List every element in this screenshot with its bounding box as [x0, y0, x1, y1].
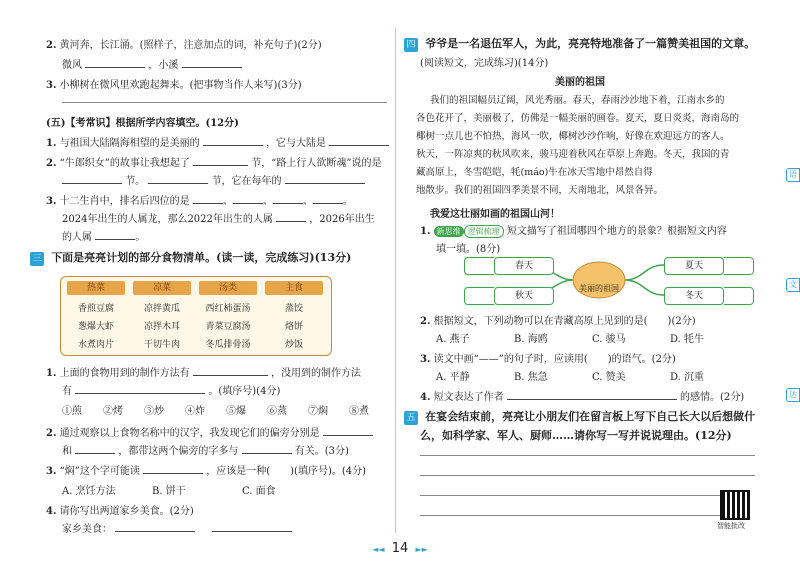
side-tab-1[interactable]: 文 [786, 278, 800, 292]
slogan: 我爱这壮丽如画的祖国山河！ [430, 209, 560, 220]
food-table-cell: 水煮肉片 [77, 340, 114, 350]
writing-line[interactable] [420, 475, 755, 476]
option-item[interactable]: D. 沉重 [670, 372, 705, 383]
section-4-header: 四 爷爷是一名退伍军人，为此，亮亮特地准备了一篇赞美祖国的文章。 [404, 35, 755, 52]
option-item[interactable]: A. 烹饪方法 [62, 486, 116, 497]
answer-blank[interactable] [182, 57, 242, 68]
summer-label: 夏天 [664, 257, 724, 275]
food-table-header: 凉菜 [133, 281, 191, 295]
food-table-cell: 葱爆大虾 [77, 322, 114, 332]
option-item[interactable]: ⑤爆 [226, 406, 246, 417]
option-item[interactable]: ⑥蒸 [267, 406, 287, 417]
option-item[interactable]: ①煎 [62, 406, 82, 417]
prev-page-icon[interactable]: ◄◄ [372, 545, 385, 554]
question-2-answer: 微风 ，小溪 [62, 56, 242, 71]
food-table-cell: 炒饭 [284, 340, 303, 350]
option-item[interactable]: ④炸 [185, 406, 205, 417]
section-4-sub: (阅读短文，完成练习)(14分) [420, 58, 549, 69]
winter-blank[interactable] [724, 287, 754, 305]
article-line: 椰树一点儿也不怕热，海风一吹，椰树沙沙作响，好像在欢迎远方的客人。 [416, 131, 730, 142]
option-item[interactable]: ②烤 [103, 406, 123, 417]
article-line: 我们的祖国幅员辽阔，风光秀丽。春天，春雨沙沙地下着，江南水乡的 [430, 95, 725, 106]
option-item[interactable]: D. 牦牛 [670, 334, 705, 345]
right-column [404, 0, 756, 535]
article-line: 各色花开了，美丽极了，仿佛是一幅美丽的画卷。夏天，夏日炎炎，海南岛的 [416, 113, 740, 124]
spring-label: 春天 [494, 257, 554, 275]
reading-q3: 3. 读文中画“——”的句子时，应读用( )的语气。(2分) [420, 354, 676, 365]
article-line: 地散步。我们的祖国四季美景不同，天南地北，风景各异。 [416, 185, 664, 196]
exam-q1: 1. 与祖国大陆隔海相望的是美丽的 ，它与大陆是 [46, 134, 389, 149]
qr-code-icon[interactable] [720, 490, 750, 520]
option-item[interactable]: C. 骏马 [592, 334, 626, 345]
autumn-label: 秋天 [494, 287, 554, 305]
food-table-header: 主食 [265, 281, 323, 295]
side-tab-2[interactable]: 达 [786, 388, 800, 402]
exam-q3: 3. 十二生肖中，排名后四位的是 、 、 、 。 [46, 192, 353, 207]
article-title: 美丽的祖国 [555, 77, 605, 88]
article-line: 藏高原上，冬雪皑皑，牦(máo)牛在冰天雪地中昂然自得 [416, 167, 653, 178]
reading-q1: 1. 新思维 逻辑梳理 短文描写了祖国哪四个地方的景象？根据短文内容 [420, 226, 727, 237]
question-3: 3. 小柳树在微风里欢跑起舞来。(把事物当作人来写)(3分) [46, 80, 302, 91]
tag-logic: 逻辑梳理 [464, 225, 504, 238]
section-5-header: 五 在宴会结束前，亮亮让小朋友们在留言板上写下自己长大以后想做什 [404, 408, 755, 425]
exam-section-title: (五)【考常识】根据所学内容填空。(12分) [46, 118, 239, 129]
section-5-line2: 么，如科学家、军人、厨师……请你写一写并说说理由。(12分) [420, 429, 732, 442]
next-page-icon[interactable]: ►► [415, 545, 428, 554]
food-table-cell: 西红柿蛋汤 [205, 304, 251, 314]
article-line: 秋天，一阵凉爽的秋风吹来，骏马迎着秋风在草原上奔跑。冬天，我国的青 [416, 149, 730, 160]
food-q2-line2: 和 ，都带这两个偏旁的字多与 有关。(3分) [62, 442, 349, 457]
page-number: 14 [391, 541, 409, 556]
answer-blank[interactable] [85, 57, 145, 68]
reading-q4: 4. 短文表达了作者 的感情。(2分) [420, 388, 744, 403]
option-item[interactable]: B. 饼干 [152, 486, 186, 497]
option-item[interactable]: B. 焦急 [514, 372, 548, 383]
exam-q2: 2. “牛郎织女”的故事让我想起了 节，“路上行人欲断魂”说的是 [46, 154, 381, 169]
tag-new-thinking: 新思维 [434, 226, 464, 237]
food-q1: 1. 上面的食物用到的制作方法有 ，没用到的制作方法 [46, 364, 361, 379]
writing-line[interactable] [420, 455, 755, 456]
diagram-center: 美丽的祖国 [579, 284, 619, 293]
food-q3: 3. “焖”这个字可能读 ，应该是一种( )(填序号)。(4分) [46, 462, 366, 477]
food-q4: 4. 请你写出两道家乡美食。(2分) [46, 506, 194, 517]
food-table-cell: 烙饼 [284, 322, 303, 332]
section-3-header: 三 下面是亮亮计划的部分食物清单。(读一读，完成练习)(13分) [30, 249, 351, 266]
exam-q3-line2: 2024年出生的人属龙，那么2022年出生的人属 ，2026年出生 [62, 210, 375, 225]
option-item[interactable]: ⑦焖 [308, 406, 328, 417]
question-number: 2. [46, 40, 57, 51]
food-q1-line2: 有 。(填序号)(4分) [62, 382, 280, 397]
question-2 [46, 36, 322, 51]
food-table-cell: 蒸饺 [284, 304, 303, 314]
left-column [30, 0, 390, 535]
exam-q2-line2: 节。 节，它在每年的 [62, 172, 365, 187]
spring-blank[interactable] [464, 257, 494, 275]
food-table-header: 汤类 [199, 281, 257, 295]
exam-q3-line3: 的人属 。 [62, 228, 145, 243]
option-item[interactable]: C. 面食 [242, 486, 276, 497]
food-table-cell: 青菜豆腐汤 [205, 322, 251, 332]
food-table-header: 热菜 [67, 281, 125, 295]
food-table-cell: 凉拌黄瓜 [143, 304, 180, 314]
option-item[interactable]: ⑧煮 [349, 406, 369, 417]
food-table-cell: 凉拌木耳 [143, 322, 180, 332]
writing-line[interactable] [420, 495, 720, 496]
summer-blank[interactable] [724, 257, 754, 275]
column-divider [395, 28, 396, 533]
reading-q2: 2. 根据短文，下列动物可以在青藏高原上见到的是( )(2分) [420, 316, 696, 327]
qr-label: 智能批改 [717, 522, 745, 530]
question-text: 黄河奔，长江涌。(照样子，注意加点的词，补充句子)(2分) [59, 40, 322, 51]
autumn-blank[interactable] [464, 287, 494, 305]
food-q2: 2. 通过观察以上食物名称中的汉字，我发现它们的偏旁分别是 [46, 424, 373, 439]
writing-line[interactable] [420, 515, 720, 516]
option-item[interactable]: ③炒 [144, 406, 164, 417]
food-table-cell: 干切牛肉 [143, 340, 180, 350]
food-q4-line2: 家乡美食： [62, 520, 292, 535]
section-badge: 三 [30, 252, 44, 266]
side-tab-0[interactable]: 语 [786, 168, 800, 182]
option-item[interactable]: B. 海鸥 [514, 334, 548, 345]
page-footer [0, 541, 800, 556]
food-table-cell: 冬瓜排骨汤 [205, 340, 251, 350]
answer-line[interactable] [62, 102, 387, 103]
reading-q1-line2: 填一填。(8分) [436, 244, 501, 255]
option-item[interactable]: C. 赞美 [592, 372, 626, 383]
option-item[interactable]: A. 燕子 [436, 334, 470, 345]
food-table-cell: 香煎豆腐 [77, 304, 114, 314]
option-item[interactable]: A. 平静 [436, 372, 470, 383]
food-list-table [60, 276, 332, 356]
winter-label: 冬天 [664, 287, 724, 305]
